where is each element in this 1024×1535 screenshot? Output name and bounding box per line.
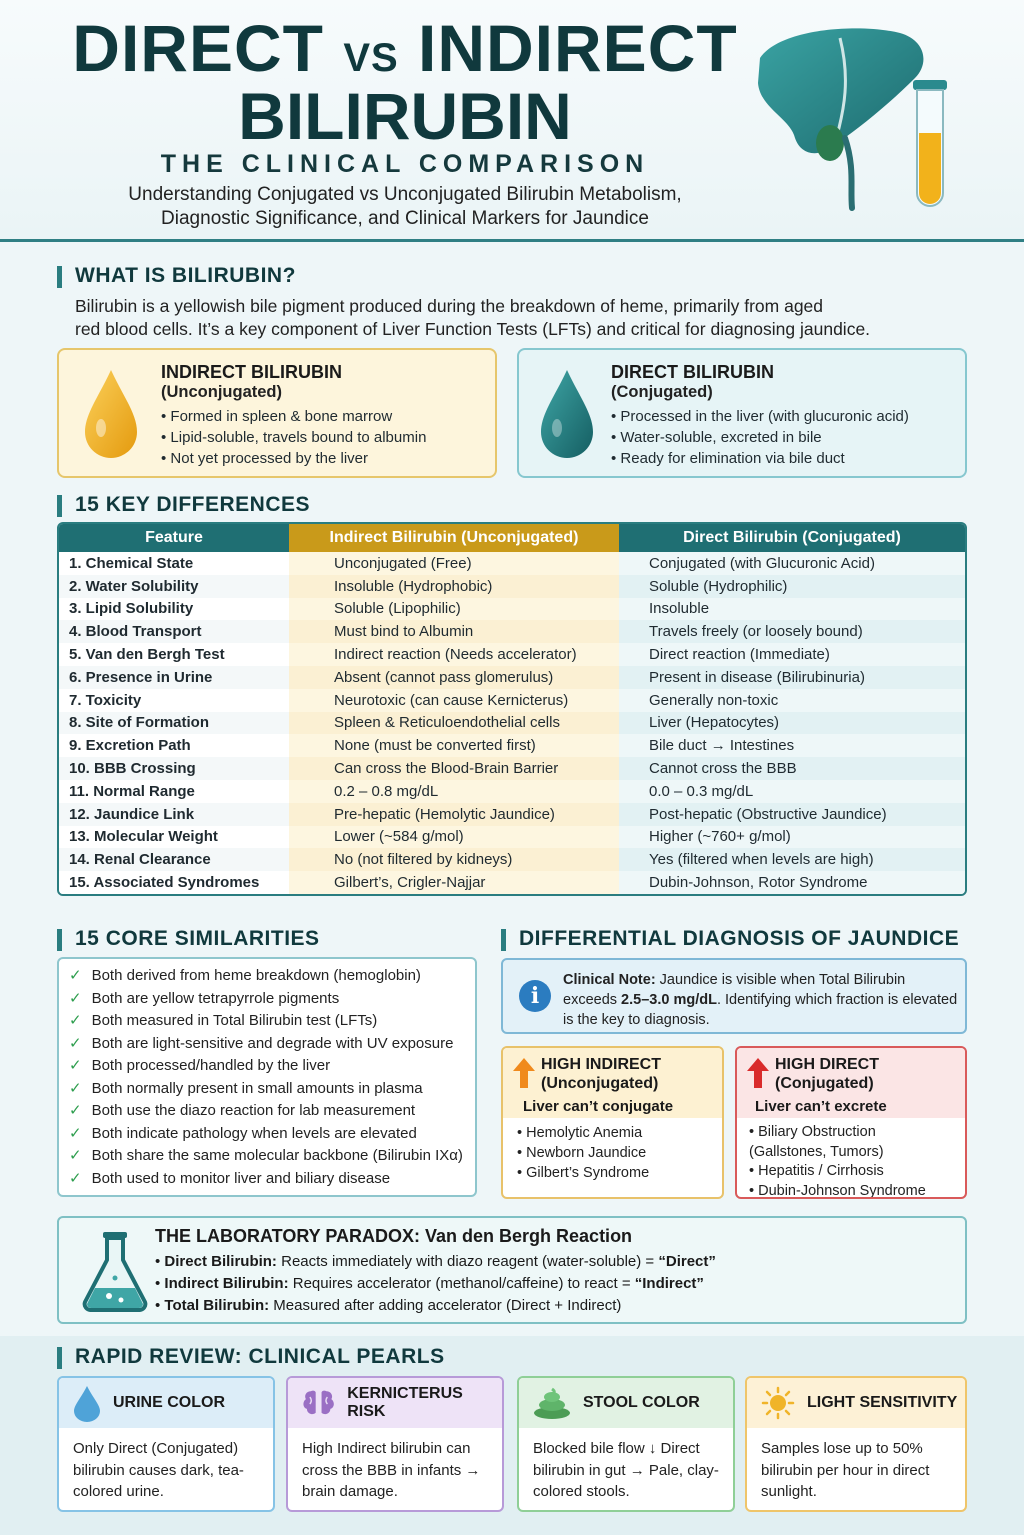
high-direct-cause: Liver can’t excrete: [755, 1098, 887, 1115]
direct-cell: Bile duct → Intestines: [619, 734, 965, 757]
title-direct: DIRECT: [72, 11, 324, 85]
table-row: [59, 780, 965, 803]
indirect-cell: Soluble (Lipophilic): [289, 598, 619, 621]
list-item: [69, 1168, 475, 1191]
checkmark-icon: ✓: [69, 967, 82, 984]
list-item: • Ready for elimination via bile duct: [611, 448, 961, 469]
page-title-line2: BILIRUBIN: [238, 79, 572, 153]
feature-cell: 12. Jaundice Link: [59, 803, 289, 826]
table-header-indirect: Indirect Bilirubin (Unconjugated): [289, 524, 619, 552]
direct-cell: Yes (filtered when levels are high): [619, 848, 965, 871]
list-item: • Water-soluble, excreted in bile: [611, 427, 961, 448]
pearl-text: Only Direct (Conjugated) bilirubin causes dark, tea-colored urine.: [73, 1440, 244, 1500]
similarities-box: [57, 957, 477, 1197]
clinical-note-threshold: 2.5–3.0 mg/dL: [621, 992, 717, 1008]
intro-line2: red blood cells. It’s a key component of Liver Function Tests (LFTs) and critical for diagnosing jaundice.: [75, 319, 871, 339]
table-row: [59, 826, 965, 849]
direct-cell: Cannot cross the BBB: [619, 757, 965, 780]
list-item: [69, 1078, 475, 1101]
direct-cell: Present in disease (Bilirubinuria): [619, 666, 965, 689]
pearl-card-kernicterus: [286, 1376, 504, 1512]
indirect-cell: Must bind to Albumin: [289, 620, 619, 643]
table-row: [59, 666, 965, 689]
direct-cell: Post-hepatic (Obstructive Jaundice): [619, 803, 965, 826]
brain-icon: [302, 1387, 335, 1419]
table-row: [59, 643, 965, 666]
similarity-text: Both are light-sensitive and degrade with UV exposure: [91, 1034, 454, 1052]
indirect-card-subtitle: (Unconjugated): [161, 383, 282, 401]
direct-cell: Liver (Hepatocytes): [619, 712, 965, 735]
lab-paradox-title: THE LABORATORY PARADOX: Van den Bergh Reaction: [155, 1226, 633, 1246]
lab-paradox-list: [155, 1251, 955, 1317]
lab-item-text: Requires accelerator (methanol/caffeine) to react =: [288, 1275, 635, 1292]
pearl-title: KERNICTERUS RISK: [347, 1385, 463, 1420]
pearl-card-stool: [517, 1376, 735, 1512]
lab-item-label: Total Bilirubin:: [164, 1297, 270, 1314]
table-row: [59, 689, 965, 712]
indirect-cell: None (must be converted first): [289, 734, 619, 757]
table-row: [59, 575, 965, 598]
direct-card-list: [611, 406, 961, 469]
table-row: [59, 598, 965, 621]
checkmark-icon: ✓: [69, 989, 82, 1007]
similarity-text: Both measured in Total Bilirubin test (LFTs): [91, 1012, 378, 1029]
direct-cell: 0.0 – 0.3 mg/dL: [619, 780, 965, 803]
checkmark-icon: ✓: [69, 1147, 82, 1164]
indirect-cell: 0.2 – 0.8 mg/dL: [289, 780, 619, 803]
direct-cell: Soluble (Hydrophilic): [619, 575, 965, 598]
list-item: [69, 1033, 475, 1056]
feature-cell: 9. Excretion Path: [59, 734, 289, 757]
clinical-note-label: Clinical Note:: [563, 972, 656, 988]
indirect-cell: Pre-hepatic (Hemolytic Jaundice): [289, 803, 619, 826]
table-header-feature: Feature: [59, 524, 289, 552]
table-row: [59, 712, 965, 735]
similarities-list: [59, 959, 475, 1190]
differences-table: [57, 522, 967, 896]
lab-item-result: “Indirect”: [634, 1275, 704, 1292]
sun-icon: [761, 1386, 795, 1420]
table-header-direct: Direct Bilirubin (Conjugated): [619, 524, 965, 552]
feature-cell: 13. Molecular Weight: [59, 826, 289, 849]
high-direct-card: [735, 1046, 967, 1199]
list-item: [69, 1123, 475, 1146]
indirect-cell: Insoluble (Hydrophobic): [289, 575, 619, 598]
orange-up-arrow-icon: [513, 1058, 535, 1088]
feature-cell: 8. Site of Formation: [59, 712, 289, 735]
indirect-cell: No (not filtered by kidneys): [289, 848, 619, 871]
indirect-cell: Indirect reaction (Needs accelerator): [289, 643, 619, 666]
tagline: [0, 183, 810, 231]
list-item: • Formed in spleen & bone marrow: [161, 406, 491, 427]
direct-cell: Conjugated (with Glucuronic Acid): [619, 552, 965, 575]
list-item: [69, 1055, 475, 1078]
indirect-card-list: [161, 406, 491, 469]
feature-cell: 1. Chemical State: [59, 552, 289, 575]
checkmark-icon: ✓: [69, 1079, 82, 1097]
stool-icon: [533, 1387, 571, 1419]
tagline-line2: Diagnostic Significance, and Clinical Markers for Jaundice: [161, 208, 649, 229]
section-heading-differences: 15 KEY DIFFERENCES: [57, 493, 310, 517]
similarity-text: Both share the same molecular backbone (Bilirubin IXα): [91, 1147, 463, 1164]
lab-item-direct: [155, 1251, 955, 1273]
feature-cell: 3. Lipid Solubility: [59, 598, 289, 621]
pearl-title: URINE COLOR: [113, 1394, 225, 1411]
pearl-title: LIGHT SENSITIVITY: [807, 1394, 958, 1411]
list-item: • Hemolytic Anemia: [517, 1123, 722, 1143]
feature-cell: 11. Normal Range: [59, 780, 289, 803]
high-indirect-subtitle: (Unconjugated): [541, 1075, 659, 1092]
high-direct-subtitle: (Conjugated): [775, 1075, 874, 1092]
lab-item-text: Measured after adding accelerator (Direct + Indirect): [269, 1297, 622, 1314]
feature-cell: 7. Toxicity: [59, 689, 289, 712]
list-item: • Hepatitis / Cirrhosis: [749, 1162, 957, 1182]
header: [0, 0, 1024, 242]
direct-cell: Direct reaction (Immediate): [619, 643, 965, 666]
checkmark-icon: ✓: [69, 1012, 82, 1029]
direct-cell: Insoluble: [619, 598, 965, 621]
checkmark-icon: ✓: [69, 1102, 82, 1119]
indirect-cell: Neurotoxic (can cause Kernicterus): [289, 689, 619, 712]
title-vs: VS: [343, 36, 399, 80]
indirect-cell: Gilbert’s, Crigler-Najjar: [289, 871, 619, 894]
lab-item-result: “Direct”: [658, 1253, 716, 1270]
similarity-text: Both use the diazo reaction for lab measurement: [91, 1102, 416, 1119]
indirect-card-title: INDIRECT BILIRUBIN: [161, 362, 342, 382]
pearl-title: STOOL COLOR: [583, 1394, 700, 1411]
direct-cell: Dubin-Johnson, Rotor Syndrome: [619, 871, 965, 894]
table-row: [59, 848, 965, 871]
direct-bilirubin-card: [517, 348, 967, 478]
indirect-cell: Lower (~584 g/mol): [289, 826, 619, 849]
list-item: • Biliary Obstruction (Gallstones, Tumors): [749, 1123, 957, 1162]
feature-cell: 10. BBB Crossing: [59, 757, 289, 780]
list-item: • Processed in the liver (with glucuronic acid): [611, 406, 961, 427]
list-item: • Dubin-Johnson Syndrome: [749, 1182, 957, 1200]
table-row: [59, 757, 965, 780]
similarity-text: Both processed/handled by the liver: [91, 1057, 331, 1074]
list-item: [69, 1100, 475, 1123]
lab-item-label: Indirect Bilirubin:: [164, 1275, 289, 1292]
table-row: [59, 871, 965, 894]
table-row: [59, 803, 965, 826]
direct-cell: Generally non-toxic: [619, 689, 965, 712]
feature-cell: 5. Van den Bergh Test: [59, 643, 289, 666]
feature-cell: 4. Blood Transport: [59, 620, 289, 643]
list-item: [69, 965, 475, 988]
list-item: [69, 988, 475, 1011]
similarity-text: Both indicate pathology when levels are elevated: [91, 1124, 417, 1142]
indirect-cell: Can cross the Blood-Brain Barrier: [289, 757, 619, 780]
indirect-bilirubin-card: [57, 348, 497, 478]
pearl-text: High Indirect bilirubin can cross the BBB in infants → brain damage.: [302, 1440, 481, 1500]
feature-cell: 14. Renal Clearance: [59, 848, 289, 871]
lab-item-label: Direct Bilirubin:: [164, 1253, 277, 1270]
red-up-arrow-icon: [747, 1058, 769, 1088]
page-subtitle: THE CLINICAL COMPARISON: [160, 150, 650, 178]
intro-text: [75, 295, 935, 341]
similarity-text: Both are yellow tetrapyrrole pigments: [91, 989, 340, 1007]
direct-cell: Travels freely (or loosely bound): [619, 620, 965, 643]
indirect-cell: Unconjugated (Free): [289, 552, 619, 575]
pearl-text: Samples lose up to 50% bilirubin per hour in direct sunlight.: [761, 1440, 930, 1500]
high-direct-list: [737, 1118, 965, 1199]
info-icon: i: [519, 980, 551, 1012]
section-heading-similarities: 15 CORE SIMILARITIES: [57, 927, 320, 951]
pearl-text: Blocked bile flow ↓ Direct bilirubin in gut → Pale, clay-colored stools.: [533, 1440, 719, 1500]
list-item: [69, 1145, 475, 1168]
clinical-note-text-part1: Jaundice is visible when Total Bilirubin exceeds: [563, 972, 906, 1008]
checkmark-icon: ✓: [69, 1169, 82, 1187]
title-indirect: INDIRECT: [418, 11, 738, 85]
high-indirect-card: [501, 1046, 724, 1199]
feature-cell: 6. Presence in Urine: [59, 666, 289, 689]
checkmark-icon: ✓: [69, 1034, 82, 1052]
similarity-text: Both used to monitor liver and biliary disease: [91, 1169, 391, 1187]
clinical-note: [501, 958, 967, 1034]
water-drop-icon: [73, 1384, 101, 1422]
checkmark-icon: ✓: [69, 1124, 82, 1142]
clinical-note-text-part2: . Identifying which fraction is elevated is the key to diagnosis.: [563, 992, 958, 1028]
list-item: • Gilbert’s Syndrome: [517, 1163, 722, 1183]
high-indirect-list: [503, 1118, 722, 1183]
checkmark-icon: ✓: [69, 1057, 82, 1074]
indirect-cell: Spleen & Reticuloendothelial cells: [289, 712, 619, 735]
lab-item-indirect: [155, 1273, 955, 1295]
table-row: [59, 620, 965, 643]
high-indirect-cause: Liver can’t conjugate: [523, 1098, 674, 1115]
tagline-line1: Understanding Conjugated vs Unconjugated Bilirubin Metabolism,: [128, 184, 682, 205]
intro-line1: Bilirubin is a yellowish bile pigment produced during the breakdown of heme, primarily from aged: [75, 296, 824, 316]
lab-paradox-box: [57, 1216, 967, 1324]
similarity-text: Both normally present in small amounts in plasma: [91, 1079, 423, 1097]
test-tube-icon: [905, 78, 955, 218]
direct-card-subtitle: (Conjugated): [611, 383, 713, 401]
pearl-card-light: [745, 1376, 967, 1512]
high-indirect-title: HIGH INDIRECT: [541, 1056, 661, 1073]
clinical-note-text: [563, 970, 963, 1030]
section-heading-pearls: RAPID REVIEW: CLINICAL PEARLS: [57, 1345, 445, 1369]
section-heading-what-is: WHAT IS BILIRUBIN?: [57, 264, 296, 288]
lab-item-text: Reacts immediately with diazo reagent (water-soluble) =: [276, 1253, 659, 1270]
indirect-cell: Absent (cannot pass glomerulus): [289, 666, 619, 689]
direct-card-title: DIRECT BILIRUBIN: [611, 362, 774, 382]
feature-cell: 15. Associated Syndromes: [59, 871, 289, 894]
lab-item-total: [155, 1295, 955, 1317]
table-row: [59, 734, 965, 757]
flask-icon: [81, 1230, 149, 1312]
pearl-card-urine: [57, 1376, 275, 1512]
section-heading-differential: DIFFERENTIAL DIAGNOSIS OF JAUNDICE: [501, 927, 959, 951]
similarity-text: Both derived from heme breakdown (hemoglobin): [91, 967, 421, 984]
feature-cell: 2. Water Solubility: [59, 575, 289, 598]
list-item: • Not yet processed by the liver: [161, 448, 491, 469]
list-item: • Newborn Jaundice: [517, 1143, 722, 1163]
teal-drop-icon: [539, 366, 595, 462]
list-item: • Lipid-soluble, travels bound to albumin: [161, 427, 491, 448]
list-item: [69, 1010, 475, 1033]
table-row: [59, 552, 965, 575]
yellow-drop-icon: [83, 366, 139, 462]
direct-cell: Higher (~760+ g/mol): [619, 826, 965, 849]
high-direct-title: HIGH DIRECT: [775, 1056, 879, 1073]
